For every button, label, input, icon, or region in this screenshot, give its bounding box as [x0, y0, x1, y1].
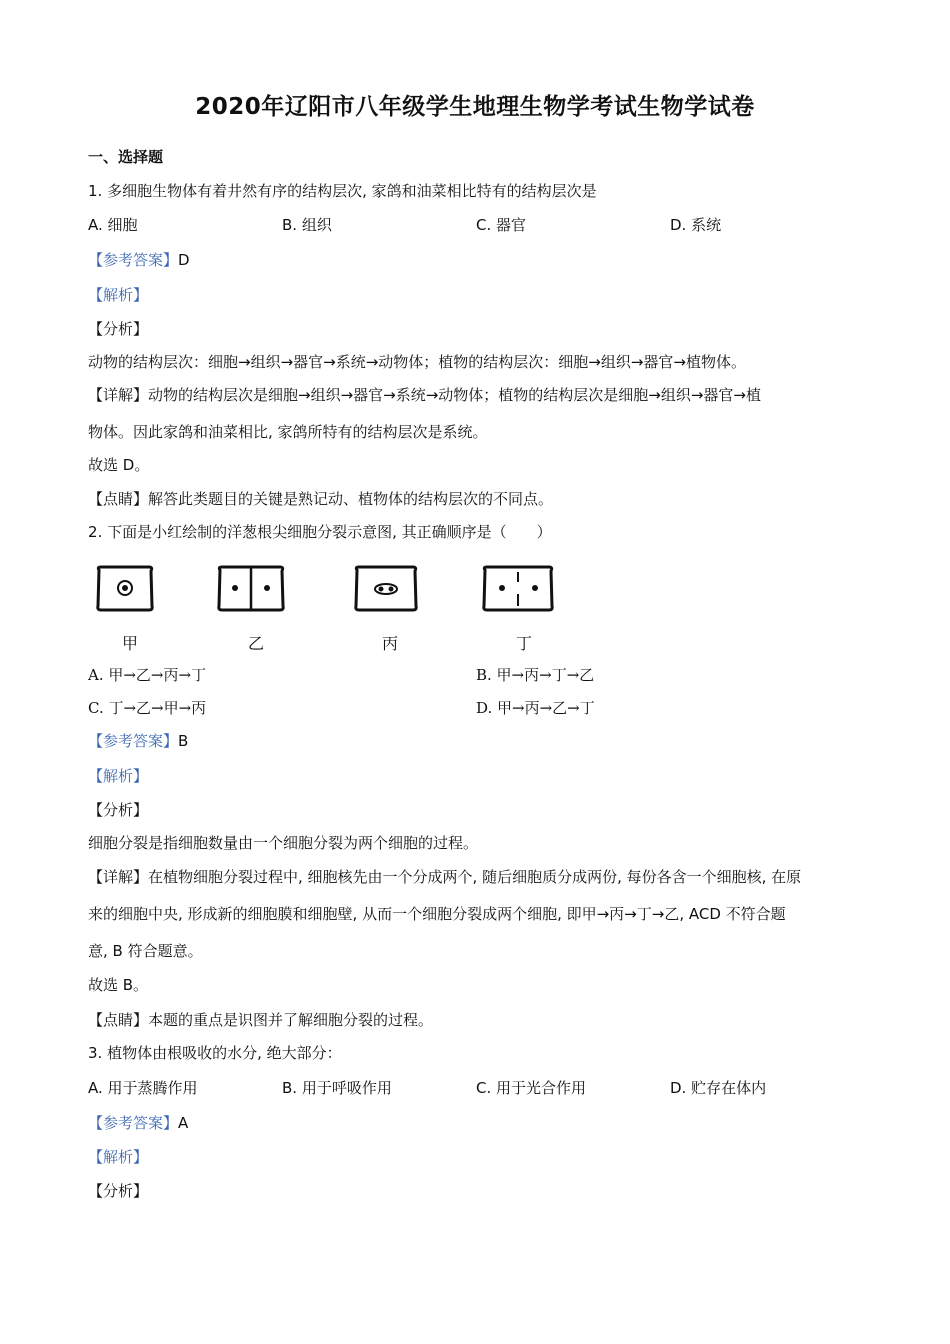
q1-choose: 故选 D。 — [88, 456, 150, 474]
q1-comment: 【点睛】解答此类题目的关键是熟记动、植物体的结构层次的不同点。 — [88, 490, 554, 508]
cell-yi-figure — [215, 564, 287, 614]
q3-option-a: A. 用于蒸腾作用 — [88, 1079, 198, 1097]
q2-answer-label: 【参考答案】 — [88, 732, 179, 750]
q3-option-b: B. 用于呼吸作用 — [282, 1079, 392, 1097]
q3-option-c: C. 用于光合作用 — [476, 1079, 587, 1097]
figure-label-jia: 甲 — [121, 634, 138, 653]
q1-detail-1: 【详解】动物的结构层次是细胞→组织→器官→系统→动物体；植物的结构层次是细胞→组织→器官→植 — [88, 386, 761, 404]
section-heading: 一、选择题 — [88, 148, 164, 166]
q1-option-c: C. 器官 — [476, 216, 527, 234]
q2-jiexi: 【解析】 — [88, 767, 149, 785]
cell-bing-figure — [352, 564, 420, 614]
q3-jiexi: 【解析】 — [88, 1148, 149, 1166]
q2-detail-3: 意, B 符合题意。 — [88, 942, 203, 960]
q1-option-d: D. 系统 — [670, 216, 722, 234]
q2-comment: 【点睛】本题的重点是识图并了解细胞分裂的过程。 — [88, 1011, 434, 1029]
q1-fenxi: 【分析】 — [88, 320, 149, 338]
q2-option-b: B. 甲→丙→丁→乙 — [476, 666, 595, 684]
q3-fenxi: 【分析】 — [88, 1182, 149, 1200]
q2-answer-line — [88, 731, 188, 751]
q1-jiexi: 【解析】 — [88, 286, 149, 304]
q3-answer-label: 【参考答案】 — [88, 1114, 179, 1132]
q1-answer-label: 【参考答案】 — [88, 251, 179, 269]
q2-answer: B — [178, 732, 189, 750]
q3-option-d: D. 贮存在体内 — [670, 1079, 767, 1097]
q2-choose: 故选 B。 — [88, 976, 149, 994]
q1-stem: 1. 多细胞生物体有着井然有序的结构层次, 家鸽和油菜相比特有的结构层次是 — [88, 182, 597, 200]
q1-answer: D — [178, 251, 190, 269]
q2-detail-1: 【详解】在植物细胞分裂过程中, 细胞核先由一个分成两个, 随后细胞质分成两份, 每份各含一个细胞核, 在原 — [88, 868, 802, 886]
q1-analysis: 动物的结构层次：细胞→组织→器官→系统→动物体；植物的结构层次：细胞→组织→器官→植物体。 — [88, 353, 746, 371]
q2-analysis: 细胞分裂是指细胞数量由一个细胞分裂为两个细胞的过程。 — [88, 834, 479, 852]
exam-title: 2020年辽阳市八年级学生地理生物学考试生物学试卷 — [195, 94, 755, 120]
q2-fenxi: 【分析】 — [88, 801, 149, 819]
figure-label-bing: 丙 — [381, 634, 398, 653]
cell-ding-figure — [480, 564, 556, 614]
q2-detail-2: 来的细胞中央, 形成新的细胞膜和细胞壁, 从而一个细胞分裂成两个细胞, 即甲→丙→丁→乙, ACD 不符合题 — [88, 905, 786, 923]
q1-answer-line — [88, 250, 190, 270]
cell-jia-figure — [94, 564, 156, 614]
figure-label-yi: 乙 — [247, 634, 264, 653]
q1-option-b: B. 组织 — [282, 216, 332, 234]
q2-option-a: A. 甲→乙→丙→丁 — [88, 666, 207, 684]
q3-stem: 3. 植物体由根吸收的水分, 绝大部分： — [88, 1044, 342, 1062]
q3-answer: A — [178, 1114, 189, 1132]
q1-option-a: A. 细胞 — [88, 216, 138, 234]
q2-option-c: C. 丁→乙→甲→丙 — [88, 699, 207, 717]
q3-answer-line — [88, 1113, 188, 1133]
figure-label-ding: 丁 — [515, 634, 532, 653]
q2-stem: 2. 下面是小红绘制的洋葱根尖细胞分裂示意图, 其正确顺序是（ ） — [88, 523, 552, 541]
q1-detail-2: 物体。因此家鸽和油菜相比, 家鸽所特有的结构层次是系统。 — [88, 423, 488, 441]
q2-option-d: D. 甲→丙→乙→丁 — [476, 699, 595, 717]
